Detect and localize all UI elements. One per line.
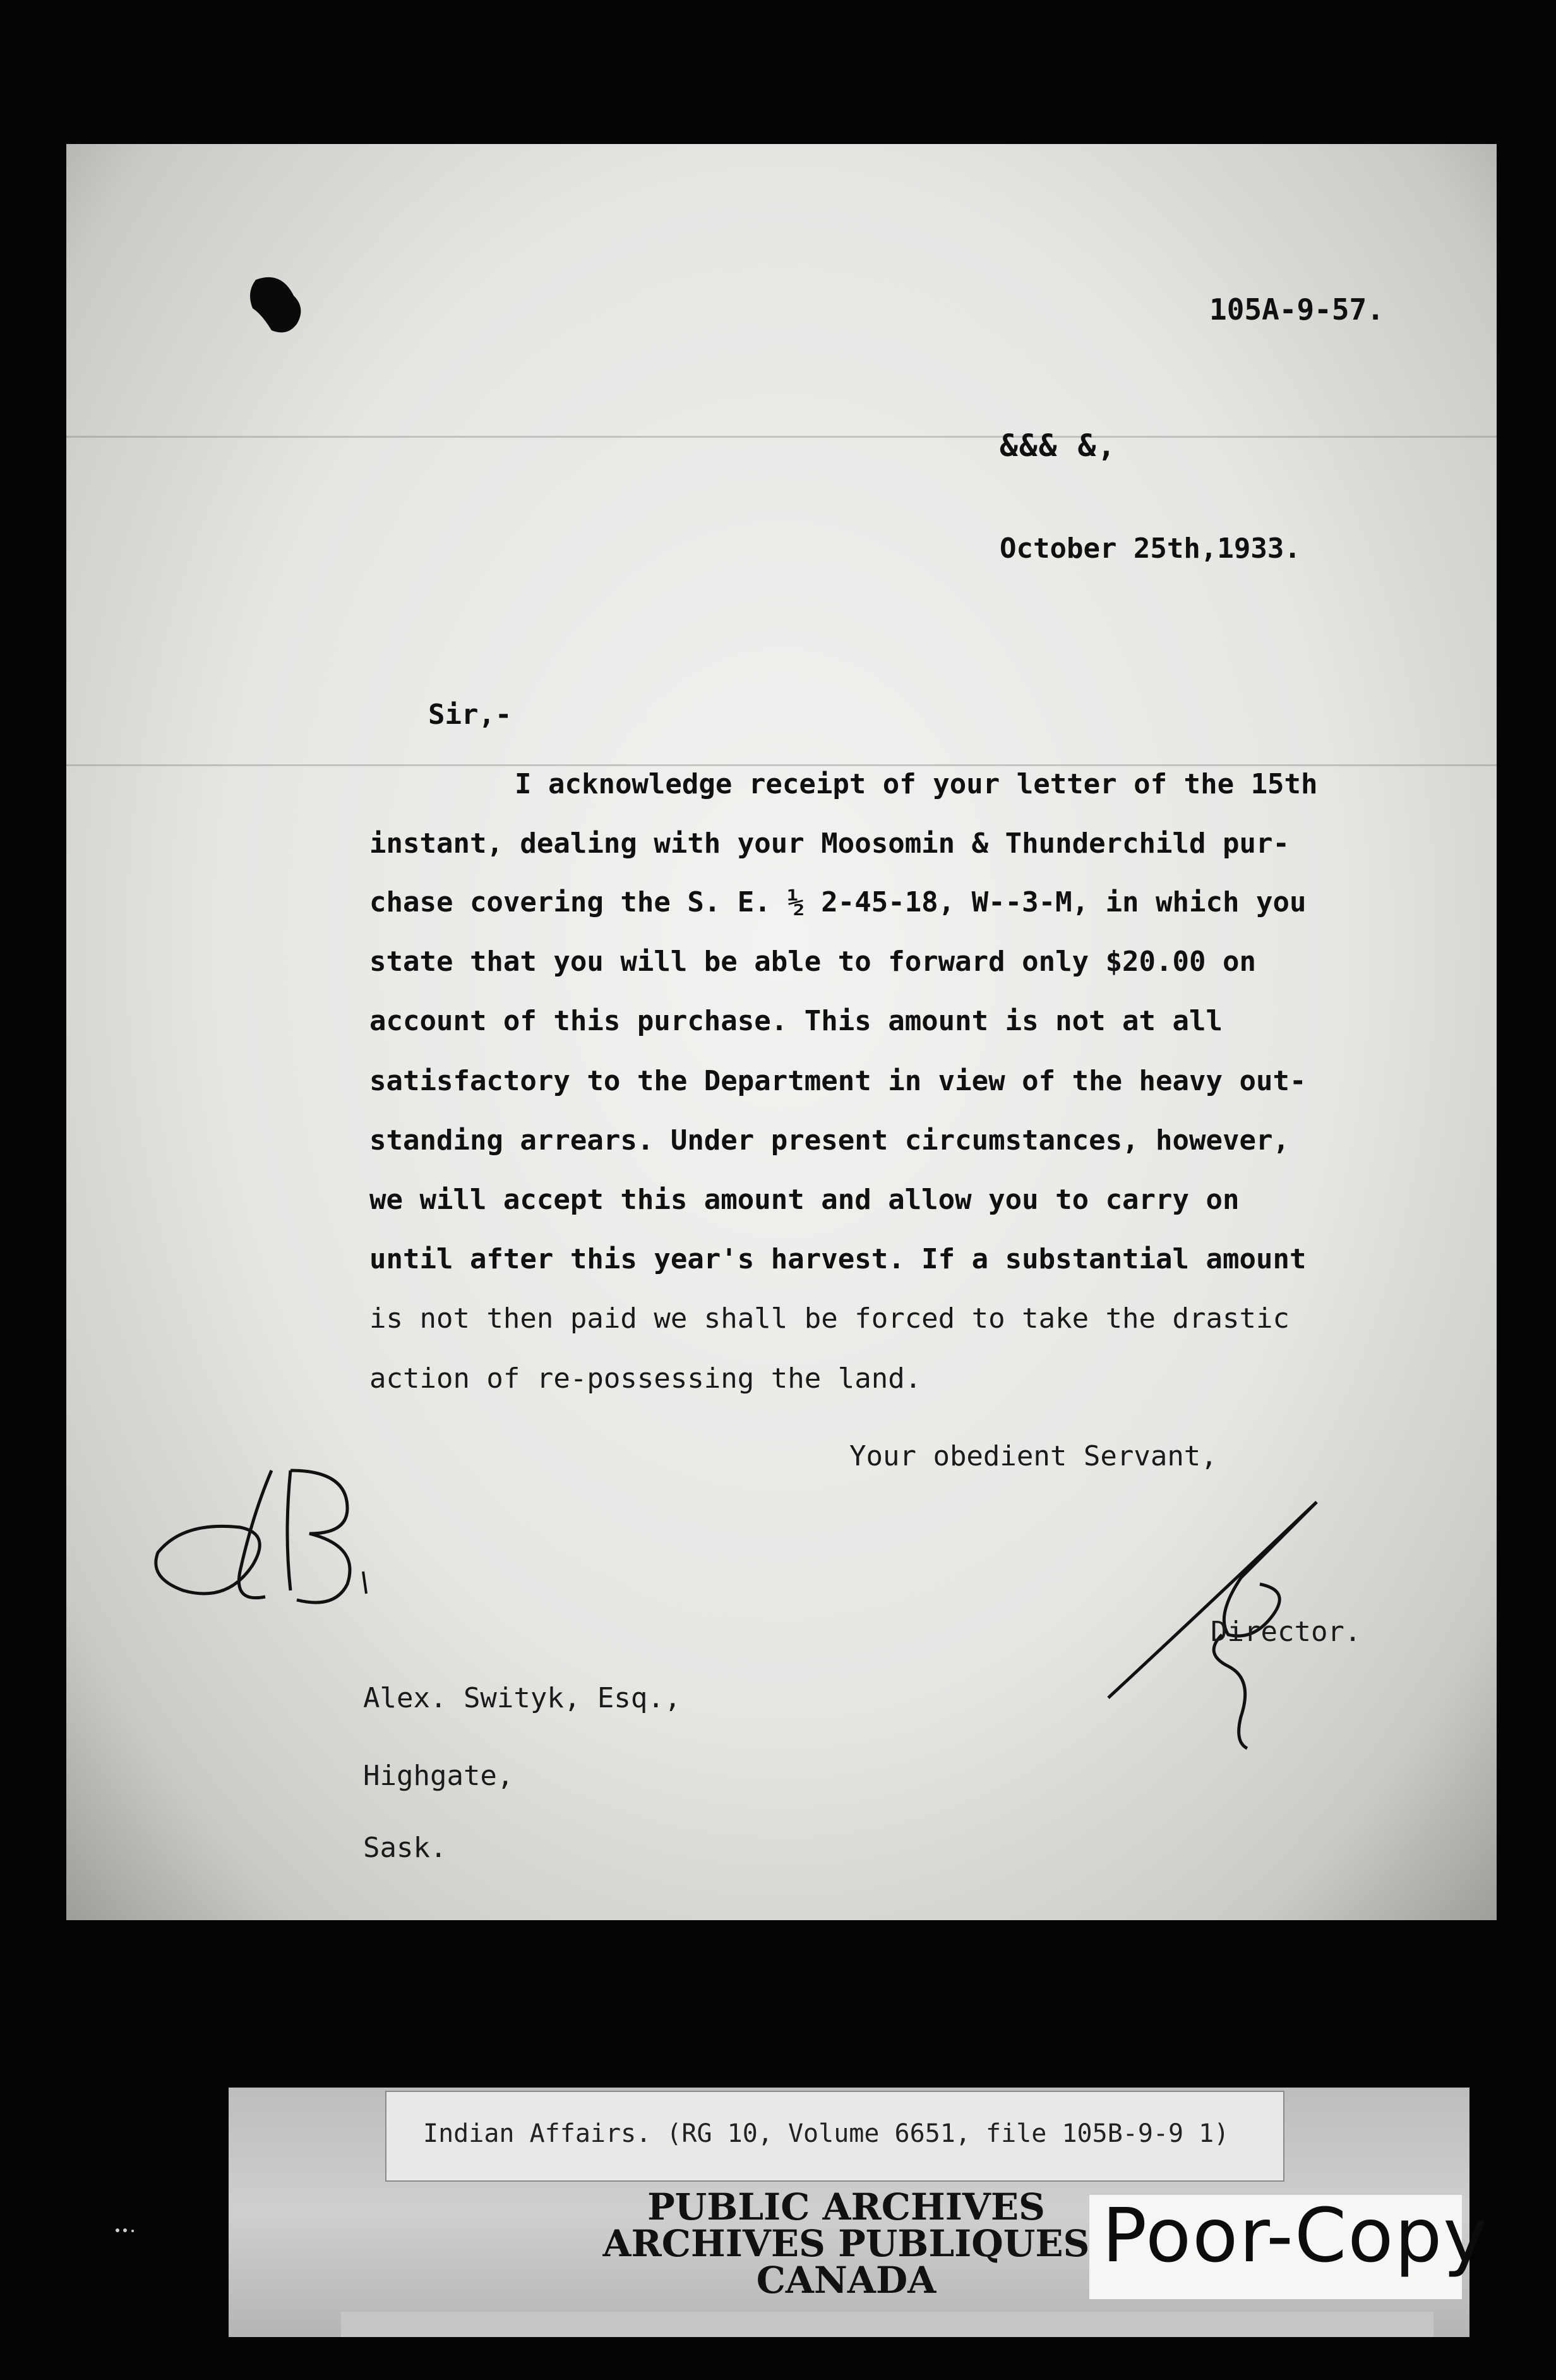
archive-stamp-line: CANADA bbox=[756, 2259, 937, 2302]
address-line: Highgate, bbox=[363, 1760, 514, 1792]
file-reference: 105A-9-57. bbox=[1209, 292, 1384, 327]
archive-stamp-line: ARCHIVES PUBLIQUES bbox=[602, 2222, 1090, 2265]
closing: Your obedient Servant, bbox=[849, 1440, 1218, 1472]
body-line: account of this purchase. This amount is not at all bbox=[369, 1005, 1223, 1037]
letter-page bbox=[66, 144, 1497, 1920]
body-line: action of re-possessing the land. bbox=[369, 1362, 922, 1395]
body-line: standing arrears. Under present circumstances, however, bbox=[369, 1124, 1290, 1157]
body-line: is not then paid we shall be forced to take the drastic bbox=[369, 1302, 1290, 1335]
letter-date: October 25th,1933. bbox=[1000, 532, 1301, 565]
archive-citation: Indian Affairs. (RG 10, Volume 6651, file 105B-9-9 1) bbox=[423, 2119, 1230, 2148]
fold-line bbox=[66, 436, 1497, 438]
handwritten-initials bbox=[145, 1445, 385, 1647]
fold-line bbox=[66, 764, 1497, 766]
filing-stamp: &&& &, bbox=[1000, 428, 1117, 464]
signatory-title: Director. bbox=[1211, 1616, 1361, 1648]
body-line: satisfactory to the Department in view of the heavy out- bbox=[369, 1065, 1307, 1097]
address-line: Sask. bbox=[363, 1832, 447, 1864]
ink-blot bbox=[243, 270, 313, 340]
archive-label-edge bbox=[341, 2312, 1433, 2337]
poor-copy-annotation: Poor-Copy bbox=[1102, 2192, 1489, 2279]
body-line: we will accept this amount and allow you to carry on bbox=[369, 1184, 1240, 1216]
body-line: chase covering the S. E. ½ 2-45-18, W--3-M, in which you bbox=[369, 886, 1307, 918]
body-line: I acknowledge receipt of your letter of the 15th bbox=[515, 768, 1318, 800]
film-edge-mark bbox=[114, 2227, 139, 2234]
body-line: state that you will be able to forward only $20.00 on bbox=[369, 946, 1256, 978]
salutation: Sir,- bbox=[428, 699, 512, 731]
body-line: until after this year's harvest. If a substantial amount bbox=[369, 1243, 1307, 1275]
archive-stamp-line: PUBLIC ARCHIVES bbox=[647, 2185, 1045, 2228]
address-line: Alex. Swityk, Esq., bbox=[363, 1682, 681, 1714]
body-line: instant, dealing with your Moosomin & Thunderchild pur- bbox=[369, 827, 1290, 860]
archive-stamp bbox=[594, 2185, 1099, 2302]
